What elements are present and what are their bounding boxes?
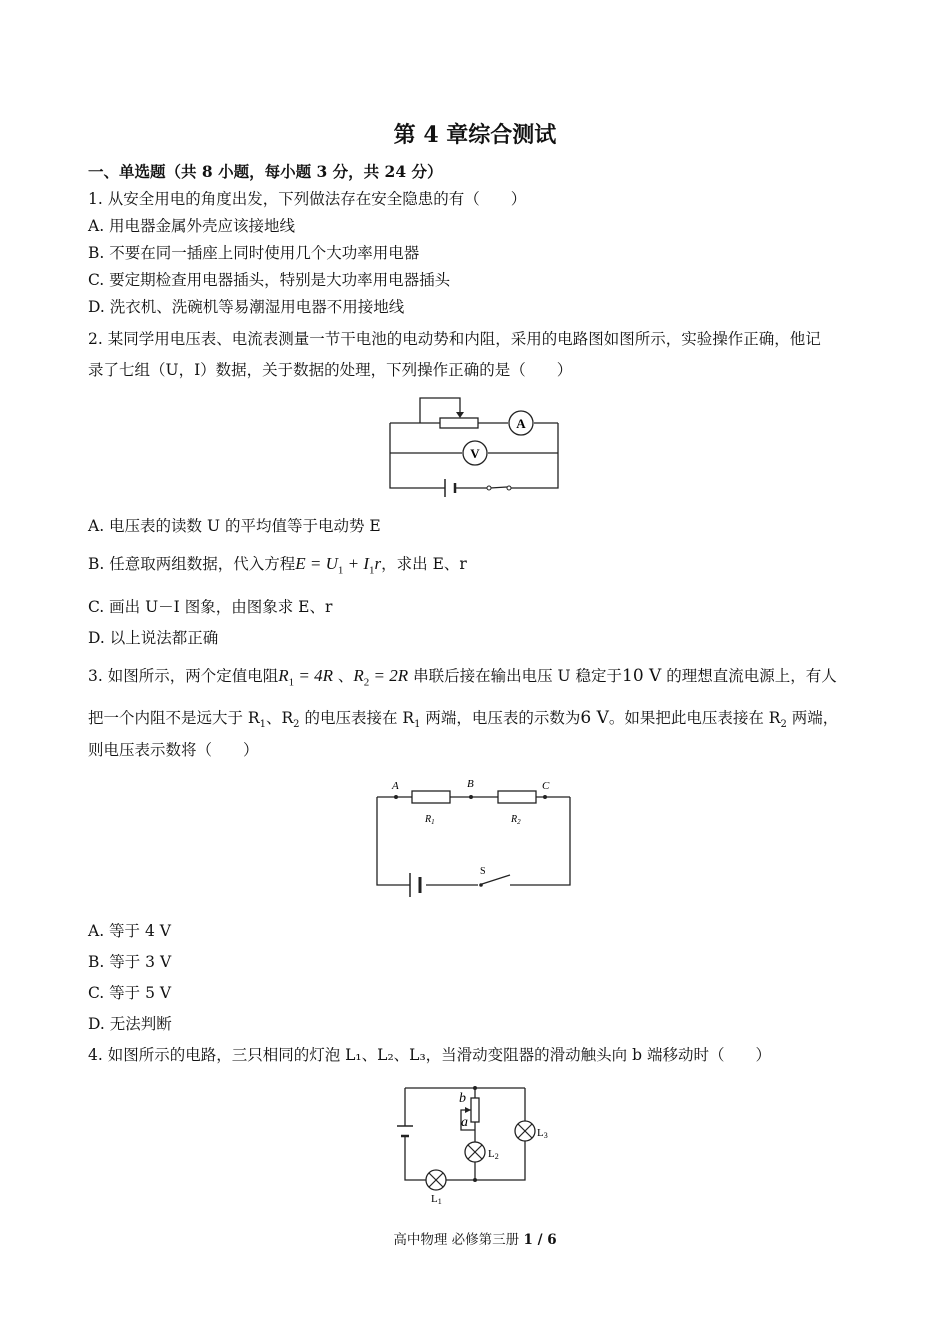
page-number: 1 / 6 [523, 1232, 557, 1248]
q3-stem-line1: 3. 如图所示，两个定值电阻$R_1 = 4R$ 、$R_2 = 2R$ 串联后接在输出电压 U 稳定于10 V 的理想直流电源上，有人 [88, 666, 837, 689]
ammeter-label: A [516, 416, 526, 431]
q2-option-c: C. 画出 U－I 图象，由图象求 E、r [88, 598, 333, 616]
q2-option-b: B. 任意取两组数据，代入方程$E = U_1 + I_1r$，求出 E、r [88, 554, 467, 577]
q2-stem-line2: 录了七组（U，I）数据，关于数据的处理，下列操作正确的是（ ） [88, 361, 573, 379]
q1-option-c: C. 要定期检查用电器插头，特别是大功率用电器插头 [88, 271, 451, 289]
terminal-b-label: b [459, 1091, 466, 1106]
q2-option-a: A. 电压表的读数 U 的平均值等于电动势 E [88, 517, 381, 535]
node-a-label: A [392, 780, 399, 792]
lamp-l2-label: L2 [488, 1148, 499, 1161]
q1-option-d: D. 洗衣机、洗碗机等易潮湿用电器不用接地线 [88, 298, 405, 316]
section-heading: 一、单选题（共 8 小题，每小题 3 分，共 24 分） [88, 162, 443, 181]
lamp-l3-label: L3 [537, 1127, 548, 1140]
q3-option-b: B. 等于 3 V [88, 953, 172, 971]
page-footer: 高中物理 必修第三册 1 / 6 [393, 1232, 557, 1248]
q4-circuit-diagram [395, 1078, 560, 1208]
node-c-label: C [542, 780, 550, 792]
q3-circuit-diagram [370, 775, 580, 903]
terminal-a-label: a [461, 1115, 468, 1130]
voltmeter-label: V [470, 446, 480, 461]
q3-option-c: C. 等于 5 V [88, 984, 172, 1002]
r1-label: $R_1$ [425, 814, 435, 826]
q2-equation: $E = U_1 + I_1r$ [295, 554, 382, 577]
q2-stem-line1: 2. 某同学用电压表、电流表测量一节干电池的电动势和内阻，采用的电路图如图所示，实验操作正确，他记 [88, 330, 821, 348]
page-title: 第 4 章综合测试 [393, 122, 557, 148]
q3-stem-line3: 则电压表示数将（ ） [88, 741, 259, 759]
q3-option-d: D. 无法判断 [88, 1015, 172, 1033]
q1-option-a: A. 用电器金属外壳应该接地线 [88, 217, 296, 235]
q1-stem: 1. 从安全用电的角度出发，下列做法存在安全隐患的有（ ） [88, 190, 527, 208]
q3-option-a: A. 等于 4 V [88, 922, 171, 940]
lamp-l1-label: L1 [431, 1193, 442, 1206]
q4-stem: 4. 如图所示的电路，三只相同的灯泡 L₁、L₂、L₃，当滑动变阻器的滑动触头向 b 端移动时（ ） [88, 1046, 771, 1064]
q2-option-d: D. 以上说法都正确 [88, 629, 219, 647]
q1-option-b: B. 不要在同一插座上同时使用几个大功率用电器 [88, 244, 420, 262]
switch-label: S [480, 866, 486, 877]
q2-circuit-diagram [385, 393, 565, 498]
q3-stem-line2: 把一个内阻不是远大于 $R_1$、$R_2$ 的电压表接在 $R_1$ 两端，电压表的示数为6 V。如果把此电压表接在 $R_2$ 两端， [88, 708, 839, 731]
r2-label: $R_2$ [511, 814, 521, 826]
node-b-label: B [467, 778, 474, 790]
